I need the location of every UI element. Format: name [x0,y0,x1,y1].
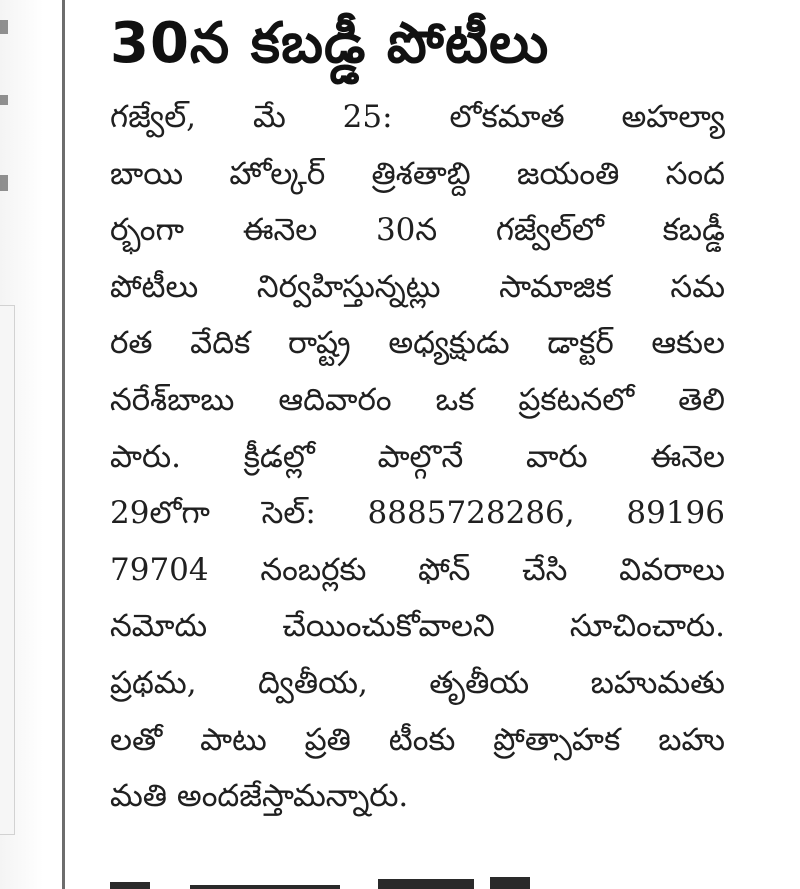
article-line: మతి అందజేస్తామన్నారు. [110,778,409,815]
cropped-text-fragment [0,95,8,105]
previous-column-edge [0,0,62,889]
article-line: రత వేదిక రాష్ట్ర అధ్యక్షుడు డాక్టర్ ఆకుల [110,325,725,362]
article-line: గజ్వేల్, మే 25: లోకమాత అహల్యా [110,99,725,135]
article-line: పారు. క్రీడల్లో పాల్గొనే వారు ఈనెల [110,438,725,475]
article-body [110,89,725,825]
article-line: ర్భంగా ఈనెల 30న గజ్వేల్‌లో కబడ్డీ [110,212,725,249]
column-divider [62,0,65,889]
cropped-text-fragment [110,882,150,889]
article-line: లతో పాటు ప్రతి టీంకు ప్రోత్సాహక బహు [110,721,725,758]
article-line: బాయి హోల్కర్ త్రిశతాబ్ది జయంతి సంద [110,155,725,192]
article-line: 29లోగా సెల్: 8885728286, 89196 [110,495,725,532]
cropped-text-fragment [0,175,8,191]
article-line: నరేశ్‌బాబు ఆదివారం ఒక ప్రకటనలో తెలి [110,381,725,418]
article-line: నమోదు చేయించుకోవాలని సూచించారు. [110,608,725,645]
cropped-text-fragment [190,885,340,889]
cropped-text-fragment [378,879,474,889]
news-article [110,2,725,825]
next-headline-cropped [110,873,540,889]
article-line: పోటీలు నిర్వహిస్తున్నట్లు సామాజిక సమ [110,268,725,305]
cropped-text-fragment [490,877,530,889]
article-line: ప్రథమ, ద్వితీయ, తృతీయ బహుమతు [110,664,725,701]
cropped-text-fragment [0,20,8,34]
cropped-box-edge [0,305,15,835]
article-line: 79704 నంబర్లకు ఫోన్ చేసి వివరాలు [110,551,725,588]
article-headline: 30న కబడ్డీ పోటీలు [110,11,550,76]
